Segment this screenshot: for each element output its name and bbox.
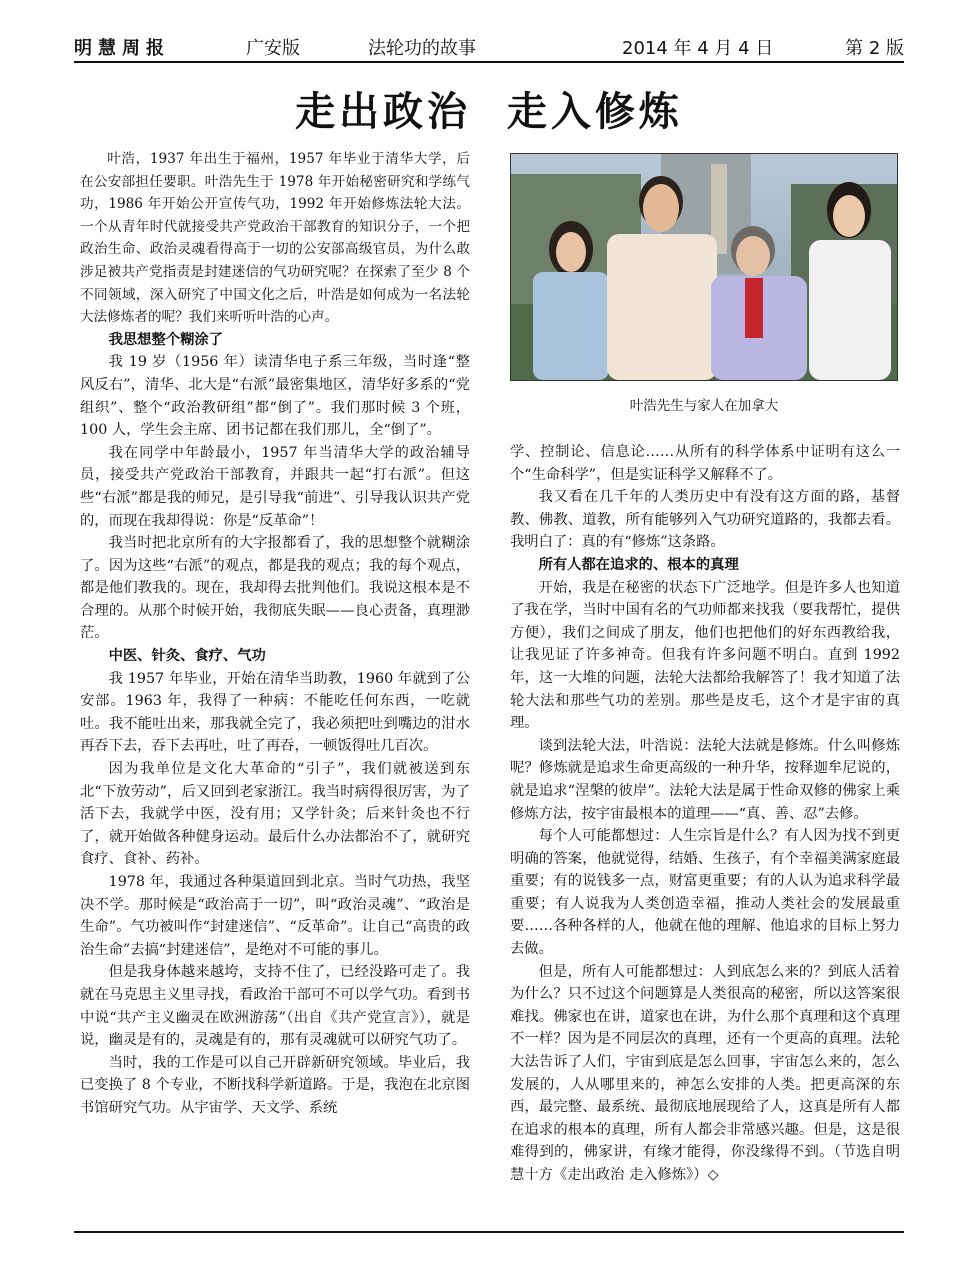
page-number: 第 2 版 [845, 38, 904, 59]
paragraph [510, 961, 900, 1187]
paragraph: 每个人可能都想过：人生宗旨是什么？有人因为找不到更明确的答案，他就觉得，结婚、生孩子，有个幸福美满家庭最重要；有的说钱多一点，财富更重要；有的人认为追求科学最重要；有人说我为人类创造幸福，推动人类社会的发展最重要……各种各样的人，他就在他的理解、他追求的目标上努力去做。 [510, 828, 900, 958]
column-label: 法轮功的故事 [368, 38, 476, 59]
paragraph-continued: 学、控制论、信息论……从所有的科学体系中证明有这么一个“生命科学”，但是实证科学又解释不了。 [510, 444, 900, 483]
right-column [510, 441, 900, 1187]
section-heading-confused: 我思想整个糊涂了 [108, 331, 223, 348]
family-photo [510, 153, 898, 381]
paragraph-text: 但是，所有人可能都想过：人到底怎么来的？到底人活着为什么？只不过这个问题算是人类很高的秘密，所以这答案很难找。佛家也在讲，道家也在讲，为什么那个真理和这个真理不一样？因为是不同层次的真理，还有一个更高的真理。法轮大法告诉了人们，宇宙到底是怎么回事，宇宙怎么来的，怎么发展的，人从哪里来的，神怎么安排的人类。把更高深的东西，最完整、最系统、最彻底地展现给了人，这真是所有人都在追求的根本的真理，所有人都会非常感兴趣。但是，这是很难得到的，佛家讲，有缘才能得，你没缘得不到。 [510, 963, 900, 1161]
newspaper-name: 明慧周报 [74, 38, 170, 59]
paragraph: 因为我单位是文化大革命的“引子”，我们就被送到东北“下放劳动”，后又回到老家浙江。我当时病得很厉害，为了活下去，我就学中医，没有用；又学针灸；后来针灸也不行了，就开始做各种健身运动。最后什么办法都治不了，就研究食疗、食补、药补。 [80, 761, 470, 868]
paragraph: 我在同学中年龄最小，1957 年当清华大学的政治辅导员，接受共产党政治干部教育，并跟共一起“打右派”。但这些“右派”都是我的师兄，是引导我“前进”、引导我认识共产党的，而现在我却得说：你是“反革命”！ [80, 444, 470, 529]
paragraph: 我 19 岁（1956 年）读清华电子系三年级，当时逢“整风反右”，清华、北大是“右派”最密集地区，清华好多系的“党组织”、整个“政治教研组”都“倒了”。我们那时候 3 个班，100 人，学生会主席、团书记都在我们那儿，全“倒了”。 [80, 354, 470, 439]
section-heading-medicine: 中医、针灸、食疗、气功 [108, 648, 266, 665]
paragraph: 谈到法轮大法，叶浩说：法轮大法就是修炼。什么叫修炼呢？修炼就是追求生命更高级的一种升华，按释迦牟尼说的，就是追求“涅槃的彼岸”。法轮大法是属于性命双修的佛家上乘修炼方法，按宇宙最根本的道理——“真、善、忍”去修。 [510, 737, 900, 822]
section-heading-truth: 所有人都在追求的、根本的真理 [538, 556, 739, 573]
issue-date: 2014 年 4 月 4 日 [622, 38, 774, 59]
headline: 走出政治 走入修炼 [295, 89, 683, 135]
paragraph: 我当时把北京所有的大字报都看了，我的思想整个就糊涂了。因为这些“右派”的观点，都是我的观点；我的每个观点，都是他们教我的。现在，我却得去批判他们。我说这根本是不合理的。从那个时候开始，我彻底失眠——良心责备，真理渺茫。 [80, 535, 470, 642]
edition-label: 广安版 [246, 38, 300, 59]
paragraph: 我 1957 年毕业，开始在清华当助教，1960 年就到了公安部。1963 年，我得了一种病：不能吃任何东西，一吃就吐。我不能吐出来，那我就全完了，我必须把吐到嘴边的泔水再吞下去，吞下去再吐，吐了再吞，一顿饭得吐几百次。 [80, 670, 470, 755]
intro-paragraph: 叶浩，1937 年出生于福州，1957 年毕业于清华大学，后在公安部担任要职。叶浩先生于 1978 年开始秘密研究和学练气功，1986 年开始公开宣传气功，1992 年开始修炼法轮大法。一个从青年时代就接受共产党政治干部教育的知识分子，一个把政治生命、政治灵魂看得高于一切的公安部高级官员，为什么敢涉足被共产党指责是封建迷信的气功研究呢？在探索了至少 8 个不同领域，深入研究了中国文化之后，叶浩是如何成为一名法轮大法修炼者的呢？我们来听听叶浩的心声。 [80, 151, 470, 326]
bottom-rule [74, 1231, 904, 1233]
top-rule [74, 61, 904, 63]
paragraph: 我又看在几千年的人类历史中有没有这方面的路，基督教、佛教、道教，所有能够列入气功研究道路的，我都去看。我明白了：真的有“修炼”这条路。 [510, 489, 900, 551]
left-column [80, 148, 470, 1120]
source-note: （节选自明慧十方《走出政治 走入修炼》）◇ [510, 1144, 900, 1183]
paragraph: 但是我身体越来越垮，支持不住了，已经没路可走了。我就在马克思主义里寻找，看政治干部可不可以学气功。看到书中说“共产主义幽灵在欧洲游荡”（出自《共产党宣言》），就是说，幽灵是有的，灵魂是有的，那有灵魂就可以研究气功了。 [80, 964, 470, 1049]
paragraph: 开始，我是在秘密的状态下广泛地学。但是许多人也知道了我在学，当时中国有名的气功师都来找我（要我帮忙，提供方便），我们之间成了朋友，他们也把他们的好东西教给我，让我见证了许多神奇。但我有许多问题不明白。直到 1992 年，这一大堆的问题，法轮大法都给我解答了！我才知道了法轮大法和那些气功的差别。那些是皮毛，这个才是宇宙的真理。 [510, 579, 900, 732]
masthead [74, 34, 904, 60]
paragraph: 1978 年，我通过各种渠道回到北京。当时气功热，我坚决不学。那时候是“政治高于一切”，叫“政治灵魂”、“政治是生命”。气功被叫作“封建迷信”、“反革命”。让自己“高贵的政治生命”去搞“封建迷信”，是绝对不可能的事儿。 [80, 874, 470, 958]
intro-block [80, 148, 470, 329]
paragraph: 当时，我的工作是可以自己开辟新研究领域。毕业后，我已变换了 8 个专业，不断找科学新道路。于是，我泡在北京图书馆研究气功。从宇宙学、天文学、系统 [80, 1054, 470, 1116]
photo-caption: 叶浩先生与家人在加拿大 [629, 398, 779, 414]
